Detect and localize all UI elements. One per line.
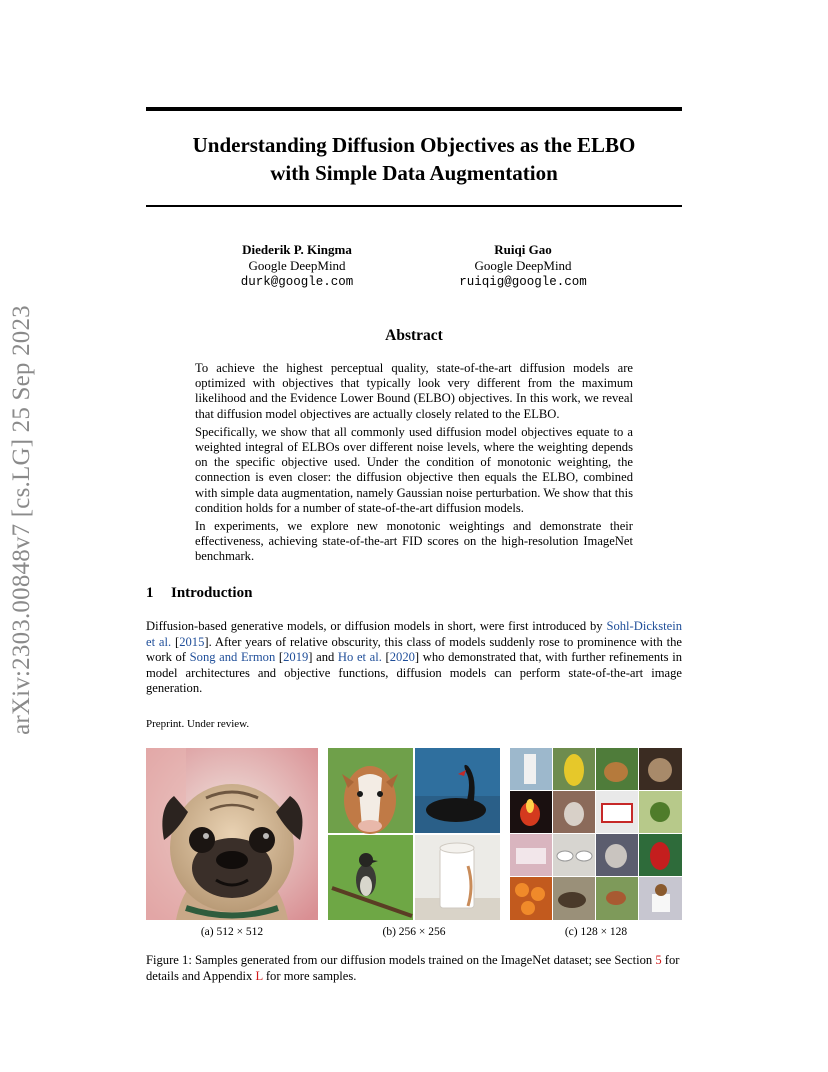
citation-link[interactable]: Song and Ermon — [189, 650, 276, 664]
arxiv-id: arXiv:2303.00848v7 [cs.LG] 25 Sep 2023 — [8, 305, 35, 735]
figure-panel-128 — [510, 748, 682, 920]
author-email[interactable]: durk@google.com — [240, 275, 354, 289]
intro-text: [ — [171, 634, 180, 649]
title-rule-bottom — [146, 205, 682, 207]
caption-text: Figure 1: Samples generated from our diffusion models trained on the ImageNet dataset; see Section — [146, 953, 656, 967]
section-title: Introduction — [171, 585, 253, 601]
author-name: Diederik P. Kingma — [242, 242, 352, 257]
intro-text: [ — [275, 650, 284, 664]
paper-title — [146, 131, 682, 187]
intro-text: ]. After years of relative obscurity, this class of models suddenly rose to prominence with the work of — [146, 634, 683, 664]
title-line-1: Understanding Diffusion Objectives as the ELBO — [192, 133, 636, 157]
intro-text: Diffusion-based generative models, or diffusion models in short, were first introduced by — [146, 619, 607, 633]
citation-year-link[interactable]: 2015 — [179, 634, 205, 649]
author-affiliation: Google DeepMind — [248, 258, 346, 273]
citation-link[interactable]: Ho et al. — [337, 650, 382, 664]
subcaption-c: (c) 128 × 128 — [564, 926, 628, 938]
abstract-paragraph-1: To achieve the highest perceptual quality, state-of-the-art diffusion models are optimized with objectives that typically look very different from the maximum likelihood and the Evidence Lower Bound (ELBO) objectives. In this work, we reveal that diffusion model objectives are actually closely related to the ELBO. — [195, 361, 633, 421]
caption-text: for details and Appendix — [146, 953, 680, 983]
caption-text: for more samples. — [262, 969, 357, 983]
author-affiliation: Google DeepMind — [474, 258, 572, 273]
preprint-footnote: Preprint. Under review. — [146, 718, 250, 730]
section-ref-link[interactable]: 5 — [655, 953, 662, 967]
bird-on-branch-sample-image — [328, 835, 413, 920]
black-swan-sample-image — [415, 748, 500, 833]
abstract-paragraph-2: Specifically, we show that all commonly used diffusion model objectives equate to a weighted integral of ELBOs over different noise levels, where the weighting depends on the specific objective used. Under the condition of monotonic weighting, the connection is even closer: the diffusion objective then equals the ELBO, combined with simple data augmentation, namely Gaussian noise perturbation. We show that this condition holds for a number of state-of-the-art diffusion models. — [195, 424, 633, 515]
appendix-ref-link[interactable]: L — [255, 969, 263, 983]
section-number: 1 — [146, 585, 154, 601]
section-heading-introduction — [146, 585, 252, 602]
intro-paragraph — [146, 619, 682, 697]
author-1 — [177, 242, 417, 290]
figure-caption — [146, 952, 686, 984]
abstract-body — [195, 361, 633, 568]
figure-panel-512 — [146, 748, 318, 920]
author-2 — [403, 242, 643, 290]
calf-sample-image — [328, 748, 413, 834]
sample-grid-128 — [510, 748, 682, 920]
subcaption-a: (a) 512 × 512 — [200, 926, 264, 938]
citation-year-link[interactable]: 2020 — [389, 650, 415, 664]
intro-text: [ — [381, 650, 390, 664]
intro-text: ] and — [308, 650, 338, 664]
pug-sample-image — [146, 748, 318, 920]
author-email[interactable]: ruiqig@google.com — [459, 275, 587, 289]
intro-text: ] who demonstrated that, with further refinements in model architectures and objective functions, diffusion models can perform state-of-the-art image generation. — [146, 650, 682, 695]
citation-link[interactable]: Sohl-Dickstein et al. — [146, 619, 682, 649]
title-rule-top — [146, 107, 682, 111]
author-name: Ruiqi Gao — [494, 242, 552, 257]
abstract-heading: Abstract — [385, 327, 443, 344]
paper-towel-sample-image — [415, 835, 500, 920]
sample-grid-256 — [328, 748, 500, 920]
subcaption-b: (b) 256 × 256 — [382, 926, 446, 938]
title-line-2: with Simple Data Augmentation — [270, 161, 558, 185]
figure-panel-256 — [328, 748, 500, 920]
citation-year-link[interactable]: 2019 — [283, 650, 309, 664]
abstract-paragraph-3: In experiments, we explore new monotonic weightings and demonstrate their effectiveness, achieving state-of-the-art FID scores on the high-resolution ImageNet benchmark. — [195, 519, 633, 564]
